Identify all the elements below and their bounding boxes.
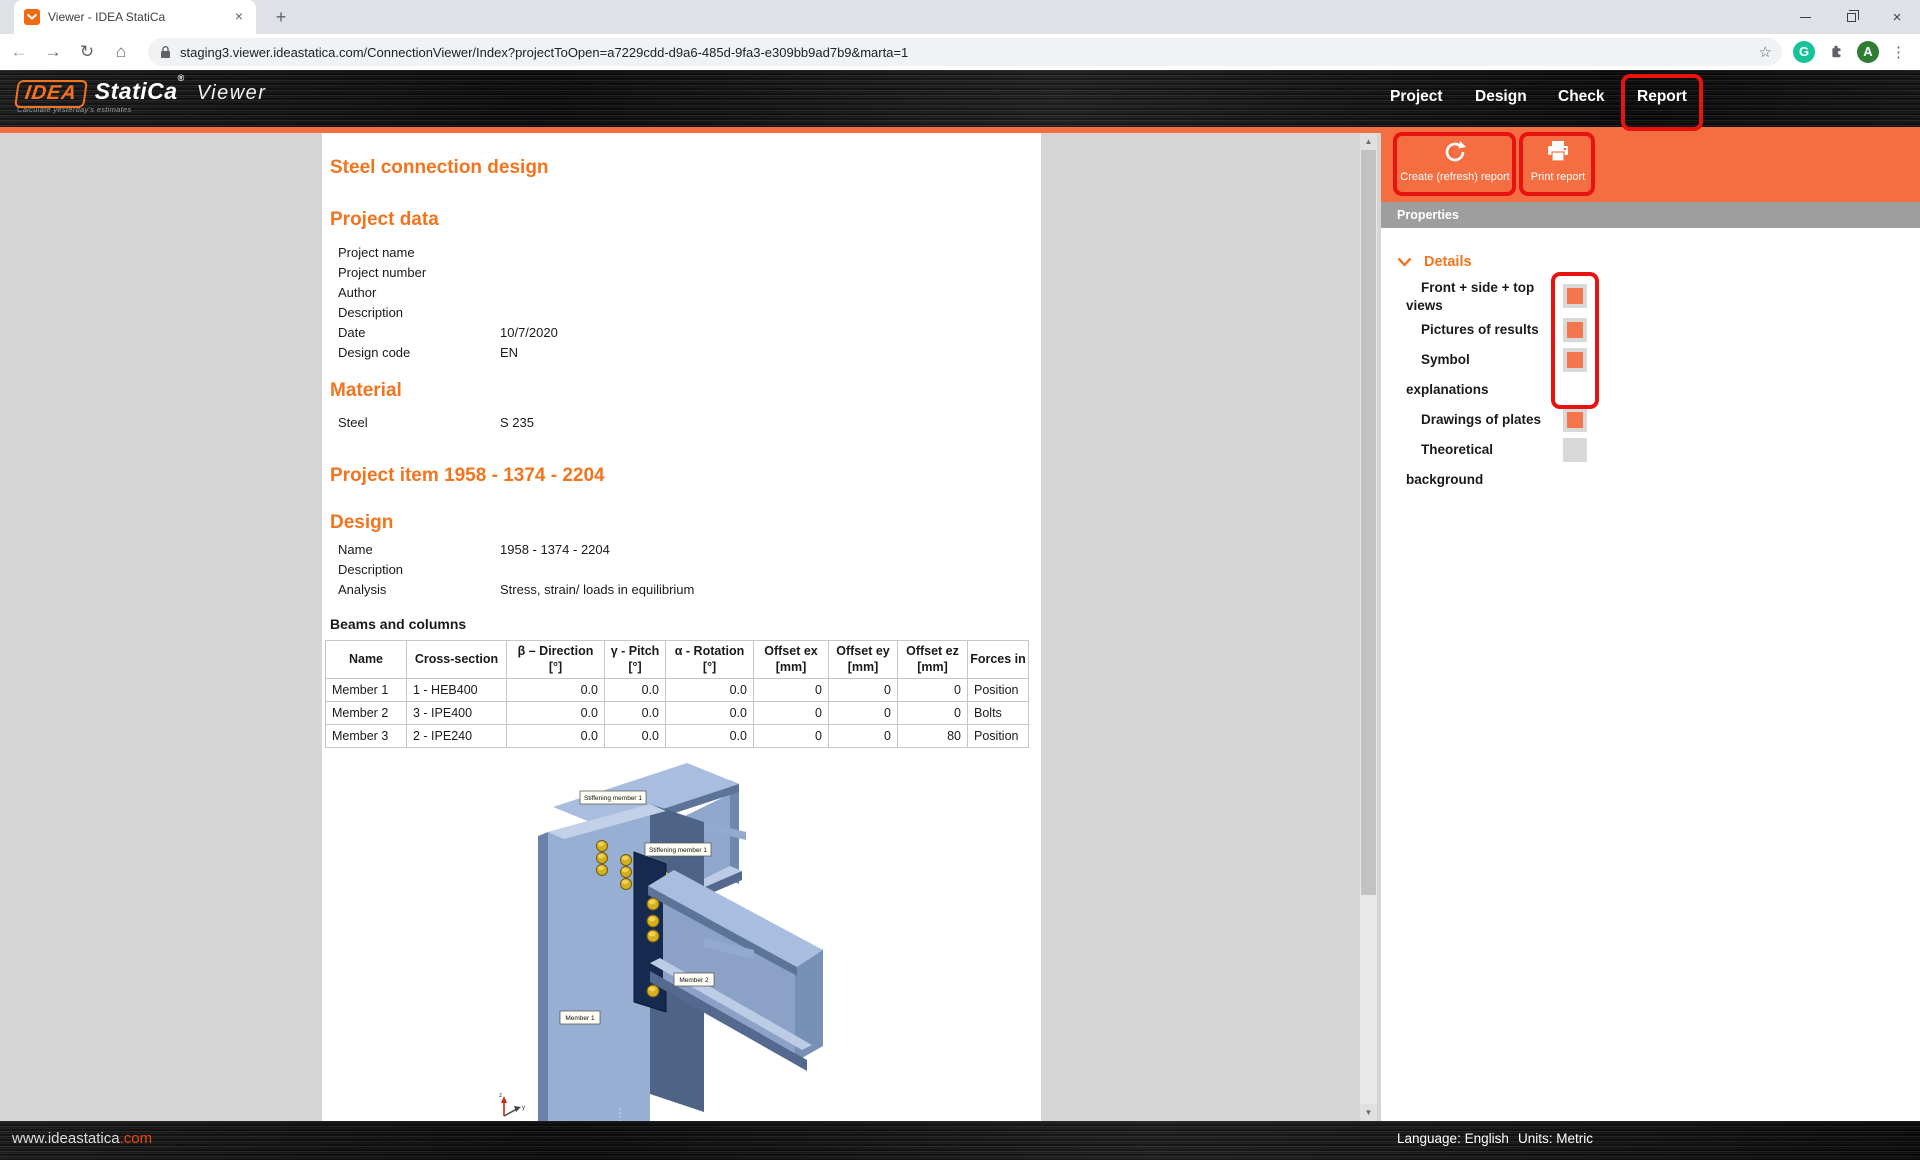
table-cell: 0 xyxy=(829,679,898,702)
website-tld: .com xyxy=(119,1130,153,1147)
checkbox-checked[interactable] xyxy=(1563,348,1587,372)
prop-label: Symbol explanations xyxy=(1406,352,1489,397)
table-cell: Position xyxy=(968,725,1029,748)
beams-table-caption: Beams and columns xyxy=(330,616,467,632)
forward-icon[interactable]: → xyxy=(44,42,62,61)
properties-bar: Properties xyxy=(1381,202,1920,228)
table-cell: 0.0 xyxy=(605,702,666,725)
table-header-cell: Offset ex [mm] xyxy=(754,641,829,679)
label-member-1 xyxy=(560,1011,600,1024)
prop-label: Drawings of plates xyxy=(1421,412,1542,427)
kv-row xyxy=(322,560,1041,580)
design-heading: Design xyxy=(330,512,394,533)
report-toolbar xyxy=(1381,127,1920,202)
table-cell: 80 xyxy=(898,725,968,748)
profile-avatar[interactable]: A xyxy=(1857,41,1879,63)
table-cell: 0.0 xyxy=(666,679,754,702)
logo-tagline: Calculate yesterday's estimates xyxy=(17,105,132,114)
chevron-down-icon xyxy=(1397,257,1412,267)
table-cell: 0 xyxy=(754,725,829,748)
kv-row xyxy=(322,540,1041,560)
table-cell: 0.0 xyxy=(666,702,754,725)
beams-and-columns-table xyxy=(325,640,1029,748)
svg-text:Stiffening member 1: Stiffening member 1 xyxy=(583,795,643,802)
svg-text:y: y xyxy=(522,1105,525,1111)
prop-row xyxy=(1381,276,1920,315)
prop-row xyxy=(1381,315,1920,345)
kv-label: Project name xyxy=(338,245,415,260)
prop-row xyxy=(1381,345,1920,405)
table-cell: 0.0 xyxy=(507,725,605,748)
design-rows xyxy=(322,540,1041,600)
idea-statica-favicon xyxy=(24,9,40,25)
kv-value: 10/7/2020 xyxy=(500,325,558,340)
kv-label: Author xyxy=(338,285,377,300)
label-stiffening-member-1b xyxy=(645,843,711,856)
label-member-2 xyxy=(674,973,714,986)
table-cell: 0.0 xyxy=(666,725,754,748)
table-header-cell: Offset ey [mm] xyxy=(829,641,898,679)
window-minimize-icon[interactable] xyxy=(1782,0,1828,34)
kv-label: Analysis xyxy=(338,582,387,597)
table-cell: 0 xyxy=(754,679,829,702)
tab-title: Viewer - IDEA StatiCa xyxy=(48,10,166,24)
table-row xyxy=(326,725,1029,748)
table-header-cell: α - Rotation [°] xyxy=(666,641,754,679)
kv-label: Description xyxy=(338,305,404,320)
material-rows xyxy=(322,413,1041,433)
logo-statica-text: StatiCa® xyxy=(94,73,185,104)
refresh-icon xyxy=(1395,134,1515,164)
nav-item-design[interactable]: Design xyxy=(1475,88,1527,105)
website-link[interactable]: www.ideastatica.com xyxy=(12,1130,153,1147)
kv-row xyxy=(322,580,1041,600)
kv-value: EN xyxy=(500,345,519,360)
checkbox-checked[interactable] xyxy=(1563,318,1587,342)
window-restore-icon[interactable] xyxy=(1828,0,1874,34)
axes-glyph xyxy=(499,1093,525,1116)
table-cell: 0 xyxy=(898,679,968,702)
table-cell: 0 xyxy=(898,702,968,725)
units-setting[interactable]: Units: Metric xyxy=(1518,1131,1594,1146)
right-panel xyxy=(1381,127,1920,1121)
bookmark-star-icon[interactable]: ☆ xyxy=(1758,44,1772,61)
svg-text:Stiffening member 1: Stiffening member 1 xyxy=(648,847,708,854)
nav-item-report[interactable]: Report xyxy=(1637,88,1687,105)
extensions-puzzle-icon[interactable] xyxy=(1827,41,1845,64)
window-close-icon[interactable]: × xyxy=(1892,8,1902,26)
kv-row xyxy=(322,343,1041,363)
language-setting[interactable]: Language: English xyxy=(1397,1131,1509,1146)
tab-close-icon[interactable]: × xyxy=(234,8,244,24)
table-row xyxy=(326,702,1029,725)
table-header-cell: Name xyxy=(326,641,407,679)
window-controls xyxy=(1782,0,1920,34)
table-cell: 0.0 xyxy=(507,702,605,725)
prop-row xyxy=(1381,405,1920,435)
address-bar[interactable] xyxy=(148,38,1782,66)
kv-value: S 235 xyxy=(500,415,534,430)
table-cell: 0 xyxy=(829,702,898,725)
home-icon[interactable]: ⌂ xyxy=(115,42,127,61)
project-item-heading: Project item 1958 - 1374 - 2204 xyxy=(330,465,605,486)
kv-label: Design code xyxy=(338,345,411,360)
checkbox-checked[interactable] xyxy=(1563,284,1587,308)
details-options xyxy=(1381,276,1920,495)
kv-row xyxy=(322,323,1041,343)
table-cell: Member 1 xyxy=(326,679,407,702)
kv-label: Date xyxy=(338,325,366,340)
back-icon[interactable]: ← xyxy=(10,42,28,61)
prop-label: Front + side + top views xyxy=(1406,280,1535,313)
properties-panel-body xyxy=(1381,228,1920,1121)
table-cell: 3 - IPE400 xyxy=(407,702,507,725)
scroll-down-icon[interactable]: ▼ xyxy=(1360,1104,1377,1121)
checkbox-unchecked[interactable] xyxy=(1563,438,1587,462)
table-cell: 0 xyxy=(754,702,829,725)
table-cell: 2 - IPE240 xyxy=(407,725,507,748)
browser-toolbar xyxy=(0,34,1920,70)
reload-icon[interactable]: ↻ xyxy=(79,42,95,61)
details-section-header[interactable] xyxy=(1397,254,1472,270)
table-cell: 0.0 xyxy=(507,679,605,702)
registered-mark: ® xyxy=(177,73,185,84)
table-cell: 0.0 xyxy=(605,725,666,748)
table-cell: Position xyxy=(968,679,1029,702)
report-title: Steel connection design xyxy=(330,157,549,178)
prop-label: Pictures of results xyxy=(1421,322,1539,337)
kv-value: 1958 - 1374 - 2204 xyxy=(500,542,610,557)
table-cell: 0.0 xyxy=(605,679,666,702)
url-text[interactable]: staging3.viewer.ideastatica.com/ConnectionViewer/Index?projectToOpen=a7229cdd-d9a6-485d-9fa3-e309bb9ad7b9&marta=1 xyxy=(180,44,909,60)
nav-item-check[interactable]: Check xyxy=(1558,88,1605,105)
logo-idea-badge: IDEA xyxy=(14,80,88,108)
details-title: Details xyxy=(1424,254,1472,270)
scroll-up-icon[interactable]: ▲ xyxy=(1360,133,1377,150)
browser-tabstrip xyxy=(0,0,1920,34)
nav-item-project[interactable]: Project xyxy=(1390,88,1443,105)
kv-row xyxy=(322,263,1041,283)
browser-extensions xyxy=(1781,37,1906,67)
logo-viewer-text: Viewer xyxy=(196,82,267,104)
table-cell: 1 - HEB400 xyxy=(407,679,507,702)
kv-row xyxy=(322,303,1041,323)
table-header-cell: β – Direction [°] xyxy=(507,641,605,679)
browser-menu-icon[interactable]: ⋮ xyxy=(1891,44,1906,61)
prop-row xyxy=(1381,435,1920,495)
idea-statica-logo xyxy=(16,73,267,108)
table-header-cell: γ - Pitch [°] xyxy=(605,641,666,679)
kv-label: Steel xyxy=(338,415,368,430)
table-cell: Member 2 xyxy=(326,702,407,725)
checkbox-checked[interactable] xyxy=(1563,408,1587,432)
material-heading: Material xyxy=(330,380,402,401)
table-header-cell: Forces in xyxy=(968,641,1029,679)
kv-label: Project number xyxy=(338,265,427,280)
kv-row xyxy=(322,243,1041,263)
svg-text:z: z xyxy=(499,1093,502,1099)
table-row xyxy=(326,679,1029,702)
grammarly-icon[interactable]: G xyxy=(1793,41,1815,63)
status-bar xyxy=(0,1121,1920,1160)
table-cell: Bolts xyxy=(968,702,1029,725)
table-cell: Member 3 xyxy=(326,725,407,748)
kv-row xyxy=(322,413,1041,433)
create-refresh-report-button[interactable]: Create (refresh) report xyxy=(1395,134,1515,195)
kv-label: Description xyxy=(338,562,404,577)
lock-icon xyxy=(160,45,171,59)
kv-value: Stress, strain/ loads in equilibrium xyxy=(500,582,695,597)
svg-text:Member 2: Member 2 xyxy=(679,977,709,984)
label-stiffening-member-1a xyxy=(580,791,646,804)
scrollbar-thumb[interactable] xyxy=(1361,150,1376,895)
prop-label: Theoretical background xyxy=(1406,442,1494,487)
table-header-cell: Offset ez [mm] xyxy=(898,641,968,679)
table-header-cell: Cross-section xyxy=(407,641,507,679)
printer-icon xyxy=(1521,134,1595,164)
app-header xyxy=(0,70,1920,127)
new-tab-button[interactable]: + xyxy=(275,7,287,27)
browser-tab[interactable] xyxy=(14,0,256,34)
report-document xyxy=(322,133,1041,1121)
kv-row xyxy=(322,283,1041,303)
kv-label: Name xyxy=(338,542,373,557)
project-data-rows xyxy=(322,243,1041,363)
table-cell: 0 xyxy=(829,725,898,748)
project-data-heading: Project data xyxy=(330,209,439,230)
connection-3d-image[interactable] xyxy=(490,760,890,1121)
svg-text:Member 1: Member 1 xyxy=(565,1015,595,1022)
print-report-button[interactable]: Print report xyxy=(1521,134,1595,195)
report-scrollbar[interactable] xyxy=(1360,133,1377,1121)
